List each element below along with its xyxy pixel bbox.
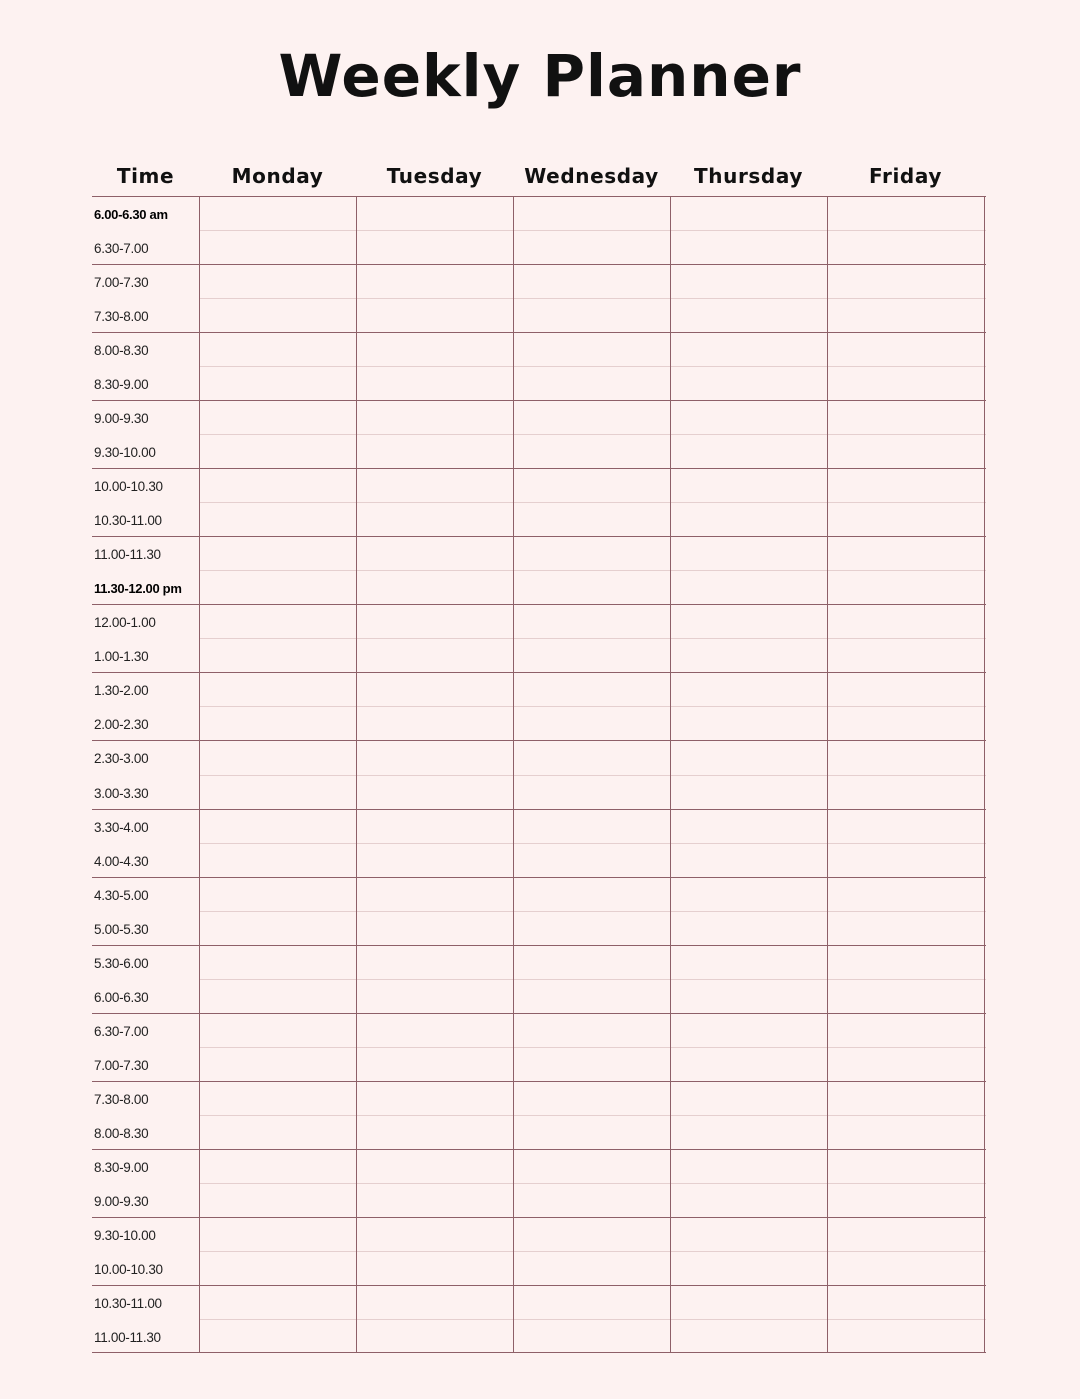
planner-cell-thursday[interactable] [671,740,827,774]
planner-cell-thursday[interactable] [671,1183,827,1217]
planner-cell-monday[interactable] [200,332,356,366]
grid-line-half-hour [199,434,986,435]
planner-cell-thursday[interactable] [671,1285,827,1319]
grid-line-half-hour [199,1183,986,1184]
planner-cell-tuesday[interactable] [357,740,513,774]
planner-cell-wednesday[interactable] [514,740,670,774]
planner-cell-tuesday[interactable] [357,366,513,400]
planner-cell-monday[interactable] [200,264,356,298]
planner-cell-thursday[interactable] [671,672,827,706]
time-row [92,1183,986,1217]
grid-line-hour [92,1081,986,1082]
planner-cell-friday[interactable] [828,979,984,1013]
column-header-time: Time [116,164,175,188]
planner-cell-friday[interactable] [828,196,984,230]
grid-line-hour [92,264,986,265]
time-row [92,809,986,843]
grid-line-hour [92,196,986,197]
planner-cell-wednesday[interactable] [514,536,670,570]
time-slot-label: 4.30-5.00 [94,887,149,903]
time-slot-label: 10.30-11.00 [94,1295,162,1311]
time-row [92,1115,986,1149]
planner-cell-tuesday[interactable] [357,1149,513,1183]
planner-cell-monday[interactable] [200,502,356,536]
planner-cell-tuesday[interactable] [357,434,513,468]
time-slot-label: 8.30-9.00 [94,377,149,393]
planner-cell-thursday[interactable] [671,502,827,536]
planner-cell-monday[interactable] [200,604,356,638]
grid-line-hour [92,740,986,741]
planner-cell-thursday[interactable] [671,843,827,877]
planner-cell-wednesday[interactable] [514,638,670,672]
time-slot-label: 5.30-6.00 [94,955,149,971]
grid-line-column [984,196,985,1353]
planner-cell-thursday[interactable] [671,706,827,740]
planner-cell-tuesday[interactable] [357,1251,513,1285]
grid-line-hour [92,809,986,810]
time-slot-label: 6.30-7.00 [94,241,149,257]
time-row [92,468,986,502]
planner-cell-friday[interactable] [828,230,984,264]
planner-cell-thursday[interactable] [671,298,827,332]
planner-cell-friday[interactable] [828,570,984,604]
grid-line-half-hour [199,638,986,639]
planner-cell-monday[interactable] [200,1047,356,1081]
planner-cell-wednesday[interactable] [514,502,670,536]
planner-cell-friday[interactable] [828,1013,984,1047]
planner-cell-friday[interactable] [828,706,984,740]
planner-cell-thursday[interactable] [671,196,827,230]
column-header-monday: Monday [231,164,324,188]
planner-cell-tuesday[interactable] [357,843,513,877]
time-slot-label: 2.30-3.00 [94,751,149,767]
planner-cell-tuesday[interactable] [357,196,513,230]
planner-cell-monday[interactable] [200,196,356,230]
time-slot-label: 10.00-10.30 [94,1261,163,1277]
planner-cell-thursday[interactable] [671,536,827,570]
planner-cell-thursday[interactable] [671,911,827,945]
planner-cell-monday[interactable] [200,1013,356,1047]
planner-cell-tuesday[interactable] [357,809,513,843]
time-slot-label: 2.00-2.30 [94,717,149,733]
grid-line-half-hour [199,775,986,776]
time-slot-label: 3.00-3.30 [94,785,149,801]
grid-line-hour [92,400,986,401]
planner-cell-friday[interactable] [828,843,984,877]
planner-cell-friday[interactable] [828,332,984,366]
time-slot-label: 11.30-12.00 pm [94,581,182,597]
time-row [92,1013,986,1047]
time-row [92,366,986,400]
time-slot-label: 3.30-4.00 [94,819,149,835]
planner-cell-friday[interactable] [828,1115,984,1149]
planner-cell-friday[interactable] [828,740,984,774]
planner-cell-monday[interactable] [200,570,356,604]
planner-cell-wednesday[interactable] [514,366,670,400]
time-slot-label: 12.00-1.00 [94,615,156,631]
grid-line-half-hour [199,706,986,707]
planner-cell-tuesday[interactable] [357,468,513,502]
planner-cell-thursday[interactable] [671,400,827,434]
planner-cell-tuesday[interactable] [357,1115,513,1149]
time-slot-label: 4.00-4.30 [94,853,149,869]
planner-cell-wednesday[interactable] [514,1047,670,1081]
grid-line-hour [92,332,986,333]
time-slot-label: 9.30-10.00 [94,1227,156,1243]
time-slot-label: 5.00-5.30 [94,921,149,937]
planner-cell-tuesday[interactable] [357,502,513,536]
time-slot-label: 6.00-6.30 [94,989,149,1005]
planner-cell-wednesday[interactable] [514,1149,670,1183]
planner-cell-tuesday[interactable] [357,979,513,1013]
grid-line-column [356,196,357,1353]
grid-line-column [670,196,671,1353]
planner-cell-monday[interactable] [200,298,356,332]
planner-cell-friday[interactable] [828,911,984,945]
planner-cell-friday[interactable] [828,604,984,638]
planner-cell-monday[interactable] [200,400,356,434]
planner-cell-wednesday[interactable] [514,298,670,332]
planner-cell-monday[interactable] [200,775,356,809]
planner-cell-thursday[interactable] [671,809,827,843]
grid-line-hour [92,468,986,469]
planner-cell-thursday[interactable] [671,1319,827,1353]
time-row [92,740,986,774]
time-row [92,1319,986,1353]
time-slot-label: 11.00-11.30 [94,1329,161,1345]
planner-cell-tuesday[interactable] [357,400,513,434]
planner-cell-thursday[interactable] [671,1013,827,1047]
planner-cell-friday[interactable] [828,536,984,570]
time-row [92,502,986,536]
grid-line-hour [92,1217,986,1218]
grid-line-half-hour [199,230,986,231]
time-slot-label: 8.00-8.30 [94,343,149,359]
planner-cell-wednesday[interactable] [514,945,670,979]
time-row [92,196,986,230]
planner-cell-wednesday[interactable] [514,1319,670,1353]
time-row [92,672,986,706]
planner-cell-thursday[interactable] [671,775,827,809]
grid-line-hour [92,1285,986,1286]
planner-cell-friday[interactable] [828,945,984,979]
column-header-wednesday: Wednesday [524,164,659,188]
planner-cell-wednesday[interactable] [514,1115,670,1149]
planner-cell-thursday[interactable] [671,1081,827,1115]
planner-cell-friday[interactable] [828,434,984,468]
grid-line-half-hour [199,1251,986,1252]
planner-cell-monday[interactable] [200,366,356,400]
time-slot-label: 6.30-7.00 [94,1023,149,1039]
grid-line-hour [92,604,986,605]
planner-cell-monday[interactable] [200,1149,356,1183]
planner-cell-thursday[interactable] [671,570,827,604]
time-row [92,604,986,638]
planner-cell-monday[interactable] [200,1115,356,1149]
time-slot-label: 1.00-1.30 [94,649,149,665]
planner-cell-monday[interactable] [200,706,356,740]
page-title: Weekly Planner [278,42,802,110]
planner-cell-wednesday[interactable] [514,196,670,230]
planner-cell-tuesday[interactable] [357,1081,513,1115]
grid-line-half-hour [199,1115,986,1116]
time-row [92,1149,986,1183]
grid-line-hour [92,945,986,946]
planner-cell-thursday[interactable] [671,979,827,1013]
planner-cell-wednesday[interactable] [514,230,670,264]
planner-cell-thursday[interactable] [671,604,827,638]
planner-cell-monday[interactable] [200,1285,356,1319]
planner-cell-wednesday[interactable] [514,1183,670,1217]
time-row [92,400,986,434]
planner-grid [92,196,986,1353]
time-slot-label: 7.00-7.30 [94,1057,149,1073]
planner-cell-tuesday[interactable] [357,604,513,638]
planner-cell-friday[interactable] [828,1217,984,1251]
planner-cell-friday[interactable] [828,502,984,536]
grid-line-hour [92,877,986,878]
planner-cell-wednesday[interactable] [514,1285,670,1319]
planner-cell-wednesday[interactable] [514,1217,670,1251]
planner-cell-thursday[interactable] [671,1217,827,1251]
planner-cell-monday[interactable] [200,1217,356,1251]
planner-cell-wednesday[interactable] [514,1013,670,1047]
planner-cell-friday[interactable] [828,400,984,434]
time-row [92,1047,986,1081]
planner-cell-thursday[interactable] [671,945,827,979]
planner-cell-friday[interactable] [828,1251,984,1285]
planner-cell-tuesday[interactable] [357,706,513,740]
planner-cell-friday[interactable] [828,775,984,809]
planner-cell-wednesday[interactable] [514,979,670,1013]
planner-cell-monday[interactable] [200,843,356,877]
grid-line-half-hour [199,911,986,912]
time-slot-label: 7.00-7.30 [94,275,149,291]
planner-cell-tuesday[interactable] [357,945,513,979]
time-slot-label: 9.00-9.30 [94,411,149,427]
planner-cell-thursday[interactable] [671,230,827,264]
planner-cell-monday[interactable] [200,1251,356,1285]
planner-cell-tuesday[interactable] [357,1183,513,1217]
planner-cell-friday[interactable] [828,672,984,706]
planner-cell-friday[interactable] [828,1047,984,1081]
grid-line-hour [92,536,986,537]
grid-line-hour [92,1013,986,1014]
time-row [92,945,986,979]
time-slot-label: 8.00-8.30 [94,1125,149,1141]
planner-cell-tuesday[interactable] [357,1047,513,1081]
time-row [92,332,986,366]
planner-cell-wednesday[interactable] [514,1081,670,1115]
planner-cell-friday[interactable] [828,1183,984,1217]
time-row [92,298,986,332]
planner-cell-tuesday[interactable] [357,1285,513,1319]
planner-cell-wednesday[interactable] [514,400,670,434]
time-row [92,706,986,740]
planner-cell-thursday[interactable] [671,1149,827,1183]
time-row [92,877,986,911]
time-slot-label: 1.30-2.00 [94,683,149,699]
time-slot-label: 9.00-9.30 [94,1193,149,1209]
time-row [92,570,986,604]
time-slot-label: 10.30-11.00 [94,513,162,529]
planner-cell-tuesday[interactable] [357,536,513,570]
planner-cell-tuesday[interactable] [357,877,513,911]
planner-cell-monday[interactable] [200,672,356,706]
planner-cell-monday[interactable] [200,536,356,570]
planner-cell-tuesday[interactable] [357,570,513,604]
planner-cell-monday[interactable] [200,468,356,502]
planner-cell-tuesday[interactable] [357,672,513,706]
time-row [92,536,986,570]
planner-cell-monday[interactable] [200,877,356,911]
planner-cell-monday[interactable] [200,1183,356,1217]
time-row [92,1251,986,1285]
planner-cell-thursday[interactable] [671,1115,827,1149]
planner-cell-tuesday[interactable] [357,775,513,809]
planner-cell-tuesday[interactable] [357,298,513,332]
planner-cell-tuesday[interactable] [357,264,513,298]
column-header-row [0,160,1080,192]
planner-cell-thursday[interactable] [671,1251,827,1285]
grid-line-half-hour [199,843,986,844]
planner-cell-friday[interactable] [828,468,984,502]
planner-cell-thursday[interactable] [671,638,827,672]
planner-cell-friday[interactable] [828,877,984,911]
planner-cell-friday[interactable] [828,1285,984,1319]
time-row [92,230,986,264]
grid-line-hour [92,1149,986,1150]
grid-line-half-hour [199,979,986,980]
grid-line-hour [92,672,986,673]
planner-cell-monday[interactable] [200,809,356,843]
time-row [92,1217,986,1251]
time-row [92,979,986,1013]
column-header-friday: Friday [869,164,942,188]
planner-cell-thursday[interactable] [671,1047,827,1081]
time-slot-label: 7.30-8.00 [94,309,149,325]
planner-cell-friday[interactable] [828,638,984,672]
planner-cell-wednesday[interactable] [514,468,670,502]
grid-line-half-hour [199,1319,986,1320]
time-slot-label: 10.00-10.30 [94,479,163,495]
time-slot-label: 9.30-10.00 [94,445,156,461]
planner-cell-monday[interactable] [200,1319,356,1353]
time-slot-label: 8.30-9.00 [94,1159,149,1175]
grid-line-half-hour [199,570,986,571]
grid-line-half-hour [199,298,986,299]
planner-cell-friday[interactable] [828,1319,984,1353]
grid-line-half-hour [199,1047,986,1048]
time-row [92,1285,986,1319]
column-header-thursday: Thursday [694,164,803,188]
planner-cell-monday[interactable] [200,911,356,945]
planner-cell-friday[interactable] [828,366,984,400]
planner-cell-thursday[interactable] [671,264,827,298]
planner-cell-wednesday[interactable] [514,706,670,740]
planner-cell-wednesday[interactable] [514,843,670,877]
planner-cell-thursday[interactable] [671,468,827,502]
planner-cell-thursday[interactable] [671,332,827,366]
time-row [92,638,986,672]
planner-cell-tuesday[interactable] [357,1319,513,1353]
time-row [92,1081,986,1115]
time-row [92,434,986,468]
planner-cell-tuesday[interactable] [357,230,513,264]
planner-cell-tuesday[interactable] [357,638,513,672]
grid-line-half-hour [199,366,986,367]
grid-line-column [513,196,514,1353]
planner-cell-thursday[interactable] [671,877,827,911]
column-header-tuesday: Tuesday [386,164,483,188]
grid-line-half-hour [199,502,986,503]
time-slot-label: 6.00-6.30 am [94,207,168,222]
planner-cell-friday[interactable] [828,264,984,298]
time-row [92,911,986,945]
time-slot-label: 11.00-11.30 [94,547,161,563]
time-row [92,264,986,298]
planner-cell-thursday[interactable] [671,434,827,468]
planner-cell-wednesday[interactable] [514,775,670,809]
planner-cell-tuesday[interactable] [357,332,513,366]
planner-cell-friday[interactable] [828,1081,984,1115]
planner-cell-thursday[interactable] [671,366,827,400]
planner-cell-friday[interactable] [828,809,984,843]
planner-cell-wednesday[interactable] [514,570,670,604]
planner-cell-tuesday[interactable] [357,1217,513,1251]
planner-cell-monday[interactable] [200,638,356,672]
grid-line-hour [92,1352,986,1353]
planner-cell-wednesday[interactable] [514,911,670,945]
planner-cell-monday[interactable] [200,945,356,979]
planner-cell-monday[interactable] [200,230,356,264]
planner-cell-tuesday[interactable] [357,911,513,945]
planner-cell-friday[interactable] [828,298,984,332]
planner-cell-monday[interactable] [200,434,356,468]
planner-cell-wednesday[interactable] [514,672,670,706]
planner-cell-wednesday[interactable] [514,434,670,468]
grid-line-column [827,196,828,1353]
time-row [92,775,986,809]
grid-line-column [199,196,200,1353]
planner-cell-tuesday[interactable] [357,1013,513,1047]
planner-cell-wednesday[interactable] [514,1251,670,1285]
planner-cell-monday[interactable] [200,740,356,774]
time-slot-label: 7.30-8.00 [94,1091,149,1107]
planner-cell-wednesday[interactable] [514,604,670,638]
planner-cell-wednesday[interactable] [514,809,670,843]
planner-cell-wednesday[interactable] [514,877,670,911]
planner-cell-friday[interactable] [828,1149,984,1183]
planner-cell-wednesday[interactable] [514,264,670,298]
planner-cell-wednesday[interactable] [514,332,670,366]
time-row [92,843,986,877]
planner-cell-monday[interactable] [200,979,356,1013]
planner-cell-monday[interactable] [200,1081,356,1115]
